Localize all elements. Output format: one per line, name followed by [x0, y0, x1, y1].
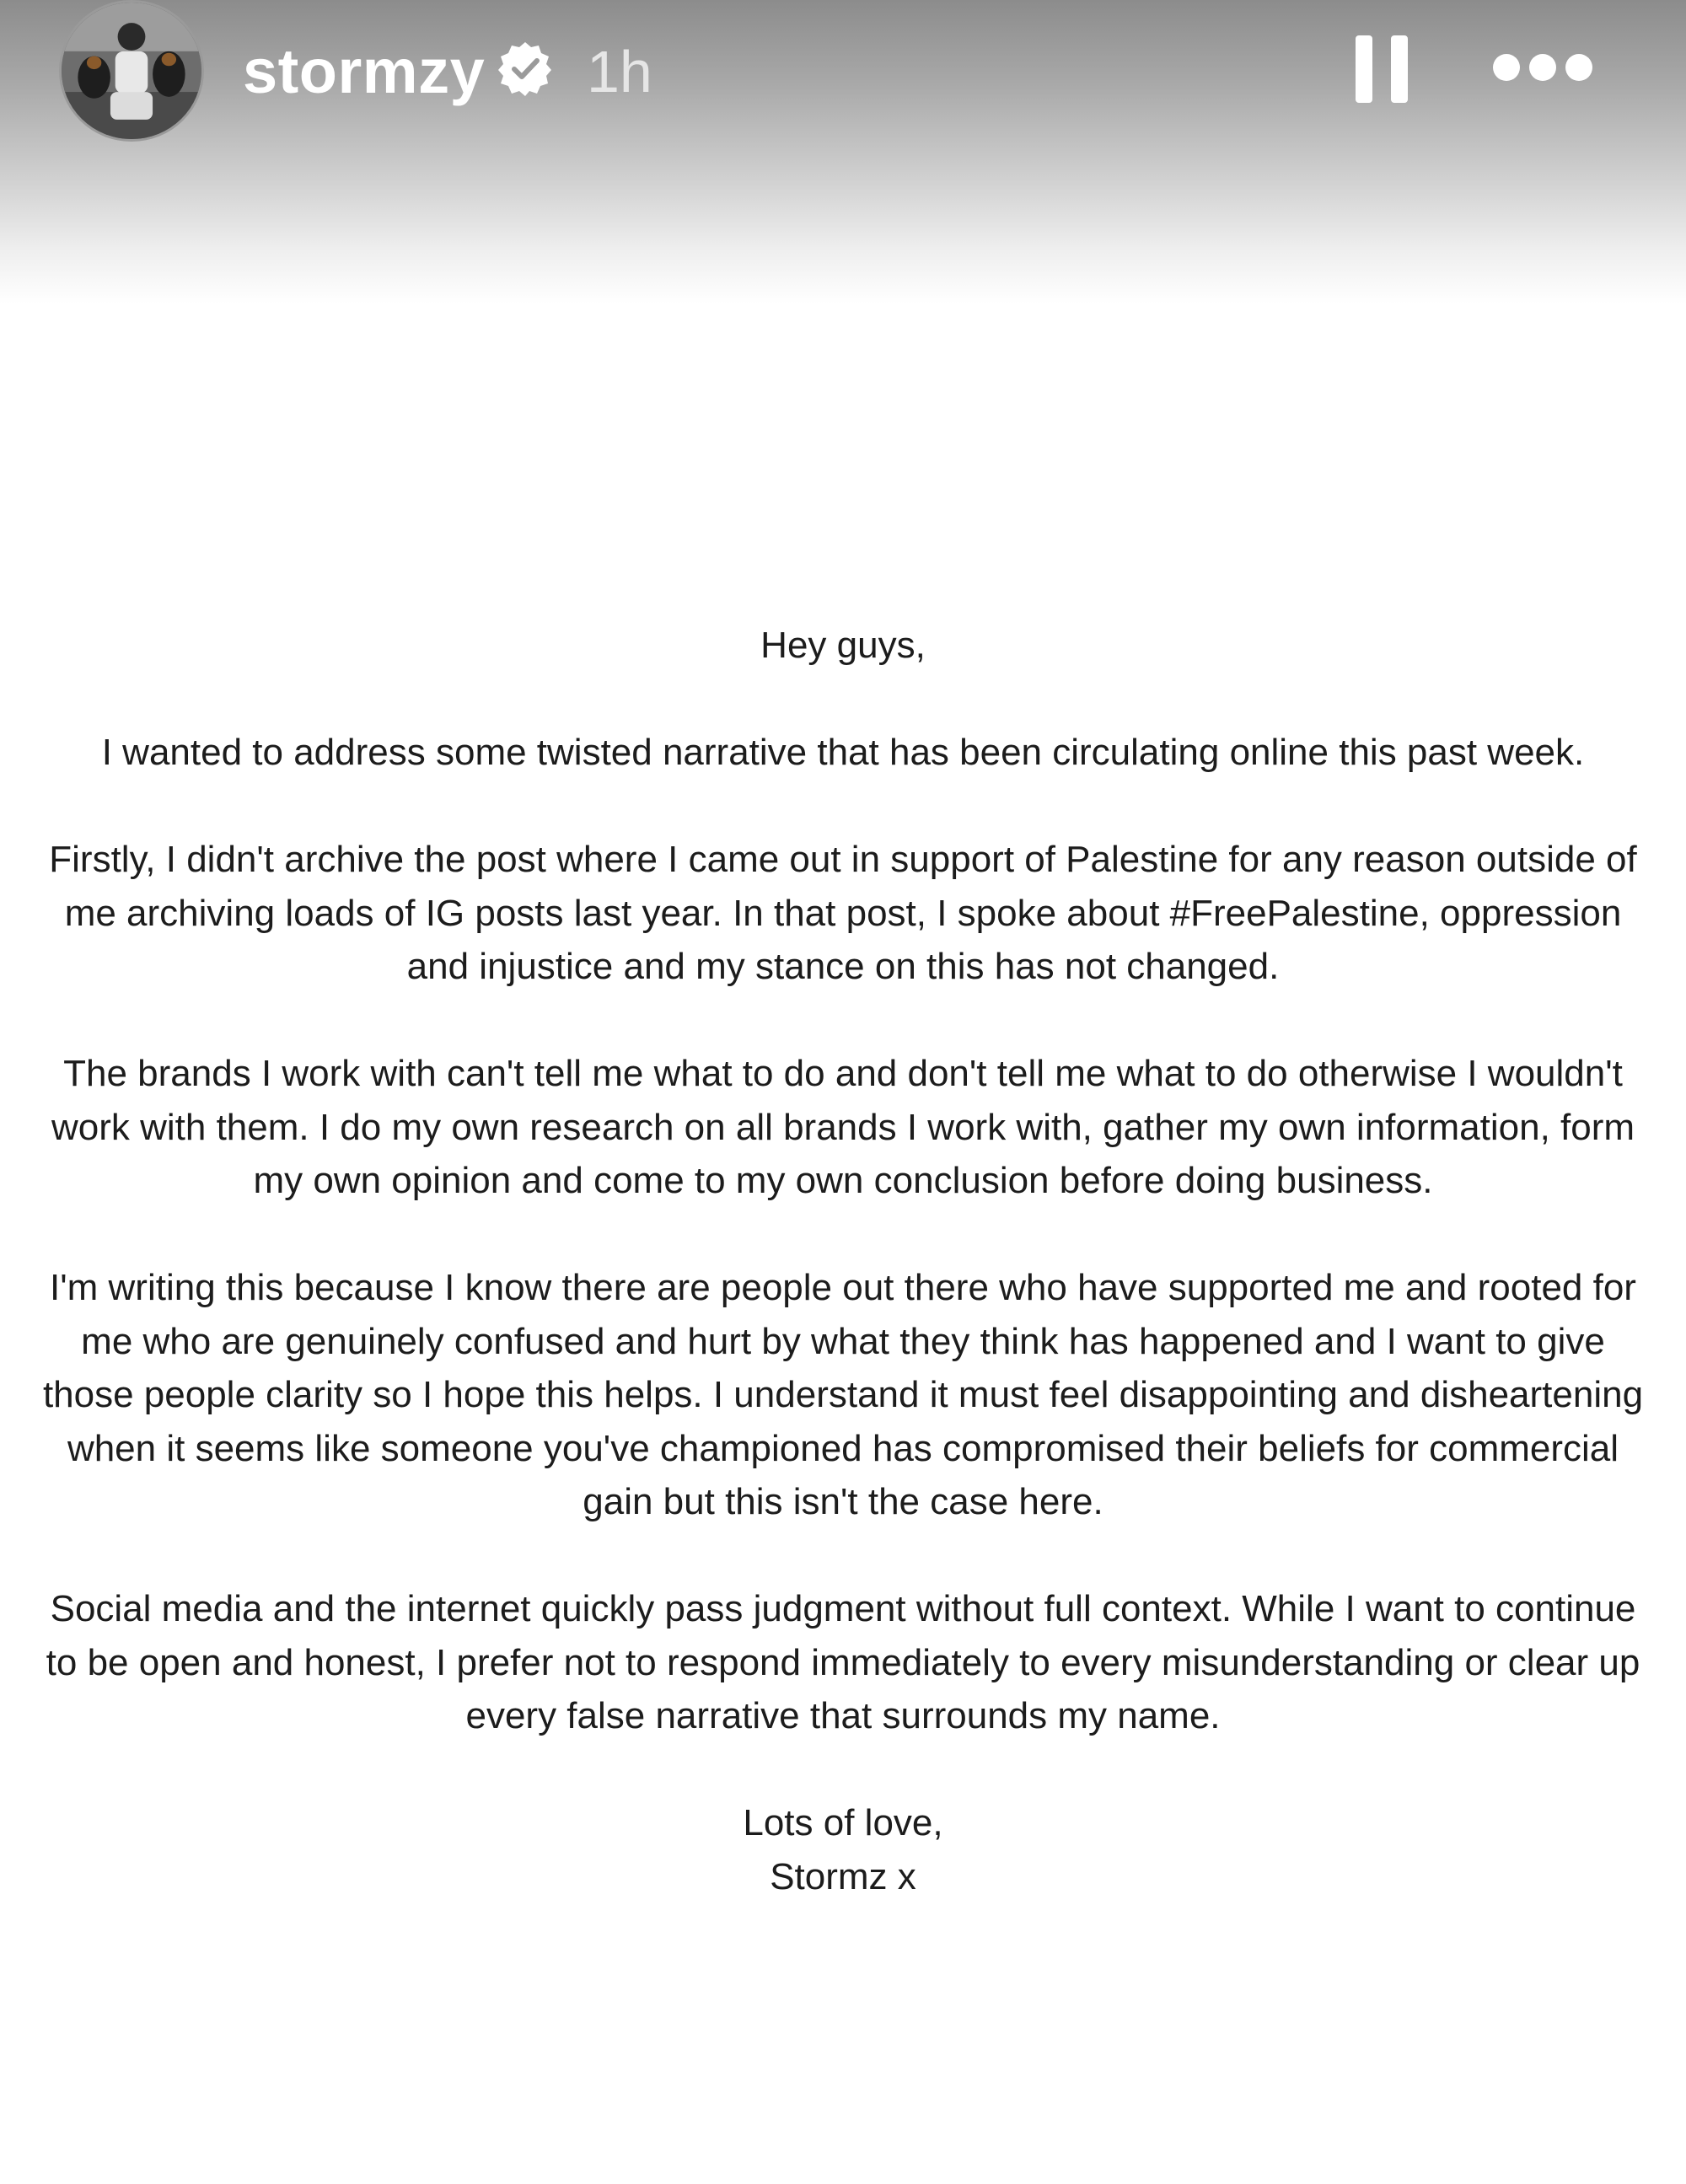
verified-badge-icon	[497, 40, 553, 96]
message-paragraph: Firstly, I didn't archive the post where I came out in support of Palestine for any reason outside of me archiving loads of IG posts last year. In that post, I spoke about #FreePalestine, oppression and injustice and my stance on this has not changed.	[49, 839, 1637, 987]
username[interactable]: stormzy	[243, 36, 486, 106]
post-timestamp: 1h	[587, 39, 652, 105]
message-paragraph: The brands I work with can't tell me what to do and don't tell me what to do otherwise I wouldn't work with them. I do my own research on all brands I work with, gather my own information, form my own opinion and come to my own conclusion before doing business.	[51, 1053, 1635, 1201]
profile-avatar[interactable]	[59, 0, 204, 142]
story-message	[34, 619, 1652, 1903]
message-paragraph: I'm writing this because I know there are people out there who have supported me and rooted for me who are genuinely confused and hurt by what they think has happened and I want to give those people clarity so I hope this helps. I understand it must feel disappointing and disheartening when it seems like someone you've championed has compromised their beliefs for commercial gain but this isn't the case here.	[42, 1267, 1644, 1522]
story-header	[0, 0, 1686, 303]
pause-button[interactable]	[1352, 35, 1411, 103]
message-paragraph: I wanted to address some twisted narrative that has been circulating online this past week.	[101, 732, 1585, 773]
pause-icon	[1352, 35, 1411, 103]
more-options-icon	[1490, 49, 1595, 86]
signature: Stormz x	[770, 1855, 916, 1897]
message-paragraph: Social media and the internet quickly pass judgment without full context. While I want to continue to be open and honest, I prefer not to respond immediately to every misunderstanding or clear up every false narrative that surrounds my name.	[46, 1588, 1640, 1736]
closing	[34, 1796, 1652, 1903]
more-options-button[interactable]	[1490, 49, 1595, 86]
signoff: Lots of love,	[743, 1802, 943, 1843]
greeting: Hey guys,	[760, 625, 926, 666]
